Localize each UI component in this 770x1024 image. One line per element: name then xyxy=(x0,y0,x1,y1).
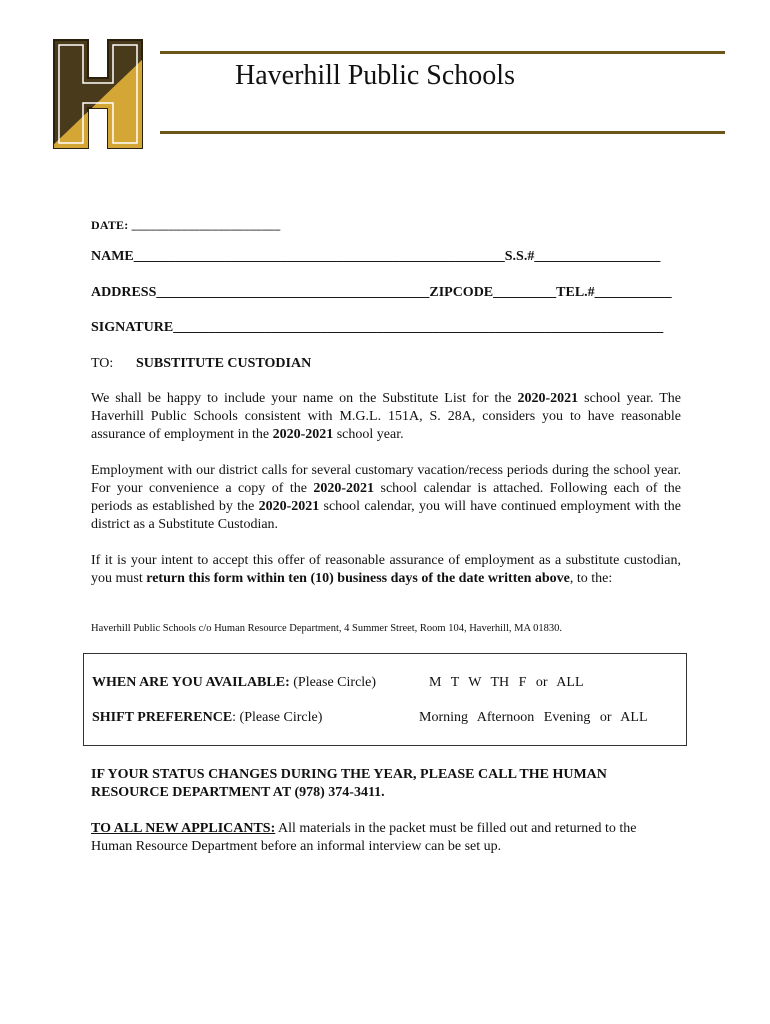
date-field[interactable]: DATE: ________________________ xyxy=(91,218,281,232)
address-zip-tel-field[interactable]: ADDRESS_______________________________________ZIPCODE_________TEL.#___________ xyxy=(91,285,672,300)
p2-year-1: 2020-2021 xyxy=(313,481,375,496)
p3-deadline: return this form within ten (10) business days of the date written above xyxy=(146,571,570,586)
availability-row xyxy=(92,675,376,691)
to-label: TO: xyxy=(91,356,114,371)
employment-paragraph xyxy=(91,462,681,534)
status-change-notice: IF YOUR STATUS CHANGES DURING THE YEAR, PLEASE CALL THE HUMAN RESOURCE DEPARTMENT AT (978) 374-3411. xyxy=(91,767,607,800)
p1-year-2: 2020-2021 xyxy=(272,427,334,442)
shift-options[interactable]: Morning Afternoon Evening or ALL xyxy=(419,710,648,725)
shift-hint: : (Please Circle) xyxy=(232,710,323,725)
applicants-label: TO ALL NEW APPLICANTS: xyxy=(91,821,276,836)
availability-box xyxy=(83,653,687,746)
shift-row xyxy=(92,710,322,726)
p3-text-c: , to the: xyxy=(569,571,613,586)
header-bottom-rule xyxy=(160,131,725,134)
p2-text-b: school calendar is attached. Following each of the periods as established by the xyxy=(91,481,682,514)
p2-text-c: school calendar, you will have continued employment with the district as a Substitute Custodian. xyxy=(91,499,681,532)
day-options[interactable]: M T W TH F or ALL xyxy=(429,675,584,690)
applicants-text: All materials in the packet must be filled out and returned to the Human Resource Department before an informal interview can be set up. xyxy=(91,821,637,854)
p2-year-2: 2020-2021 xyxy=(258,499,320,514)
p2-text-a: Employment with our district calls for several customary vacation/recess periods during the school year. For your convenience a copy of the xyxy=(91,463,681,496)
intro-paragraph xyxy=(91,390,681,444)
new-applicants-note xyxy=(91,820,681,856)
signature-field[interactable]: SIGNATURE______________________________________________________________________ xyxy=(91,320,664,335)
page-title: Haverhill Public Schools xyxy=(235,60,515,91)
p1-year-1: 2020-2021 xyxy=(517,391,579,406)
h-logo-icon xyxy=(50,38,146,150)
acceptance-paragraph xyxy=(91,552,681,588)
recipient-line xyxy=(91,356,311,372)
school-logo xyxy=(50,38,146,150)
p3-text-a: If it is your intent to accept this offer of reasonable assurance of employment as a substitute custodian, you must xyxy=(91,553,681,586)
p1-text-a: We shall be happy to include your name on the Substitute List for the xyxy=(91,391,518,406)
header-top-rule xyxy=(160,51,725,54)
p1-text-b: school year. The Haverhill Public Schools consistent with M.G.L. 151A, S. 28A, considers you to have reasonable assurance of employment in the xyxy=(91,391,681,442)
name-ssn-field[interactable]: NAME_____________________________________________________S.S.#__________________ xyxy=(91,249,661,264)
recipient-title: SUBSTITUTE CUSTODIAN xyxy=(136,356,312,371)
availability-hint: (Please Circle) xyxy=(289,675,377,690)
shift-label: SHIFT PREFERENCE xyxy=(92,710,233,725)
p1-text-c: school year. xyxy=(333,427,404,442)
hr-address: Haverhill Public Schools c/o Human Resource Department, 4 Summer Street, Room 104, Haverhill, MA 01830. xyxy=(91,623,562,634)
availability-label: WHEN ARE YOU AVAILABLE: xyxy=(92,675,290,690)
